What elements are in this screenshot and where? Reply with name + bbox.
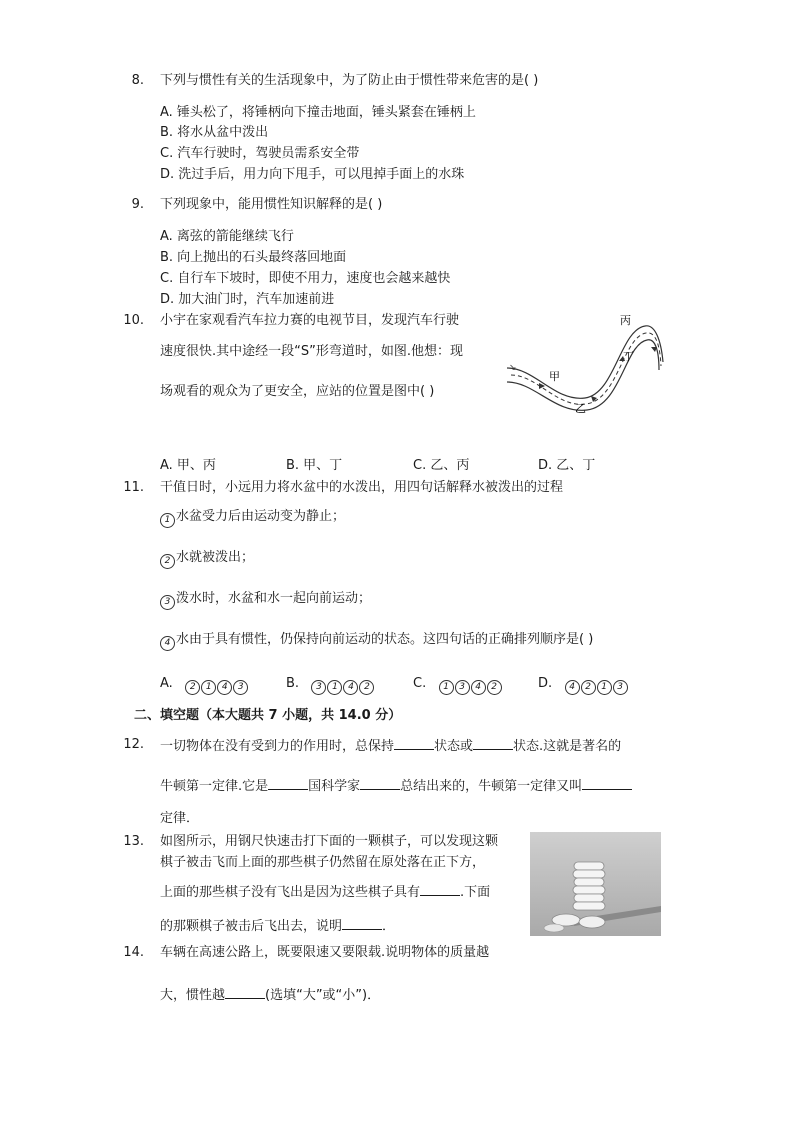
- label-ding: 丁: [623, 350, 634, 363]
- q10-option-b: B. 甲、丁: [286, 458, 343, 473]
- q12-number: 12.: [123, 737, 144, 752]
- fill-blank[interactable]: [473, 737, 513, 750]
- q14-line-1: 车辆在高速公路上，既要限速又要限载.说明物体的质量越: [160, 945, 490, 960]
- q10-option-a: A. 甲、丙: [160, 458, 216, 473]
- q13-line-1: 如图所示，用钢尺快速击打下面的一颗棋子，可以发现这颗: [160, 834, 499, 849]
- q9-option-a: A. 离弦的箭能继续飞行: [160, 229, 294, 244]
- q9-option-c: C. 自行车下坡时，即使不用力，速度也会越来越快: [160, 271, 451, 286]
- q12-line-1: 一切物体在没有受到力的作用时，总保持 状态或 状态.这就是著名的: [160, 739, 622, 754]
- q10-option-c: C. 乙、丙: [413, 458, 470, 473]
- q9-stem: 下列现象中，能用惯性知识解释的是( ): [160, 197, 383, 212]
- checker-stack-photo: [530, 832, 661, 936]
- section-heading: 二、填空题（本大题共 7 小题，共 14.0 分）: [134, 708, 402, 723]
- q8-stem: 下列与惯性有关的生活现象中，为了防止由于惯性带来危害的是( ): [160, 73, 539, 88]
- fill-blank[interactable]: [582, 777, 632, 790]
- s-curve-figure: [505, 310, 665, 415]
- circled-number: 1: [160, 513, 175, 528]
- q10-line-1: 小宇在家观看汽车拉力赛的电视节目，发现汽车行驶: [160, 313, 460, 328]
- fill-blank[interactable]: [342, 917, 382, 930]
- q11-step-3: 3 泼水时，水盆和水一起向前运动；: [160, 591, 371, 610]
- q13-line-2: 棋子被击飞而上面的那些棋子仍然留在原处落在正下方，: [160, 855, 486, 870]
- q14-number: 14.: [123, 945, 144, 960]
- label-bing: 丙: [620, 314, 631, 327]
- q11-step-1: 1 水盆受力后由运动变为静止；: [160, 509, 345, 528]
- q11-step-4: 4 水由于具有惯性，仍保持向前运动的状态。这四句话的正确排列顺序是( ): [160, 632, 593, 651]
- q13-line-4: 的那颗棋子被击后飞出去，说明 ．: [160, 919, 396, 934]
- q11-option-c: C. 1 3 4 2: [413, 676, 503, 695]
- q12-line-3: 定律．: [160, 811, 200, 826]
- circled-number: 4: [160, 636, 175, 651]
- q11-option-a: A. 2 1 4 3: [160, 676, 249, 695]
- q9-option-d: D. 加大油门时，汽车加速前进: [160, 292, 335, 307]
- q9-option-b: B. 向上抛出的石头最终落回地面: [160, 250, 347, 265]
- fill-blank[interactable]: [225, 986, 265, 999]
- circled-number: 2: [160, 554, 175, 569]
- circled-number: 3: [160, 595, 175, 610]
- q10-line-3: 场观看的观众为了更安全，应站的位置是图中( ): [160, 384, 435, 399]
- label-yi: 乙: [575, 402, 586, 415]
- fill-blank[interactable]: [394, 737, 434, 750]
- q10-line-2: 速度很快.其中途经一段“S”形弯道时，如图.他想：现: [160, 344, 463, 359]
- q9-number: 9.: [131, 197, 144, 212]
- q8-option-c: C. 汽车行驶时，驾驶员需系安全带: [160, 146, 360, 161]
- fill-blank[interactable]: [420, 883, 460, 896]
- label-jia: 甲: [549, 370, 560, 383]
- q8-number: 8.: [131, 73, 144, 88]
- q10-number: 10.: [123, 313, 144, 328]
- q11-option-d: D. 4 2 1 3: [538, 676, 629, 695]
- q11-number: 11.: [123, 480, 144, 495]
- q11-stem: 干值日时，小远用力将水盆中的水泼出，用四句话解释水被泼出的过程: [160, 480, 564, 495]
- q13-number: 13.: [123, 834, 144, 849]
- q10-option-d: D. 乙、丁: [538, 458, 596, 473]
- fill-blank[interactable]: [360, 777, 400, 790]
- q12-line-2: 牛顿第一定律.它是 国科学家 总结出来的，牛顿第一定律又叫: [160, 777, 632, 795]
- q11-option-b: B. 3 1 4 2: [286, 676, 375, 695]
- q8-option-b: B. 将水从盆中泼出: [160, 125, 269, 140]
- fill-blank[interactable]: [268, 777, 308, 790]
- q8-option-a: A. 锤头松了，将锤柄向下撞击地面，锤头紧套在锤柄上: [160, 105, 476, 120]
- q8-option-d: D. 洗过手后，用力向下甩手，可以甩掉手面上的水珠: [160, 167, 465, 182]
- q11-step-2: 2 水就被泼出；: [160, 550, 254, 569]
- svg-text:↘: ↘: [509, 363, 517, 373]
- q13-line-3: 上面的那些棋子没有飞出是因为这些棋子具有 .下面: [160, 885, 491, 900]
- q14-line-2: 大，惯性越 (选填“大”或“小”)．: [160, 988, 381, 1003]
